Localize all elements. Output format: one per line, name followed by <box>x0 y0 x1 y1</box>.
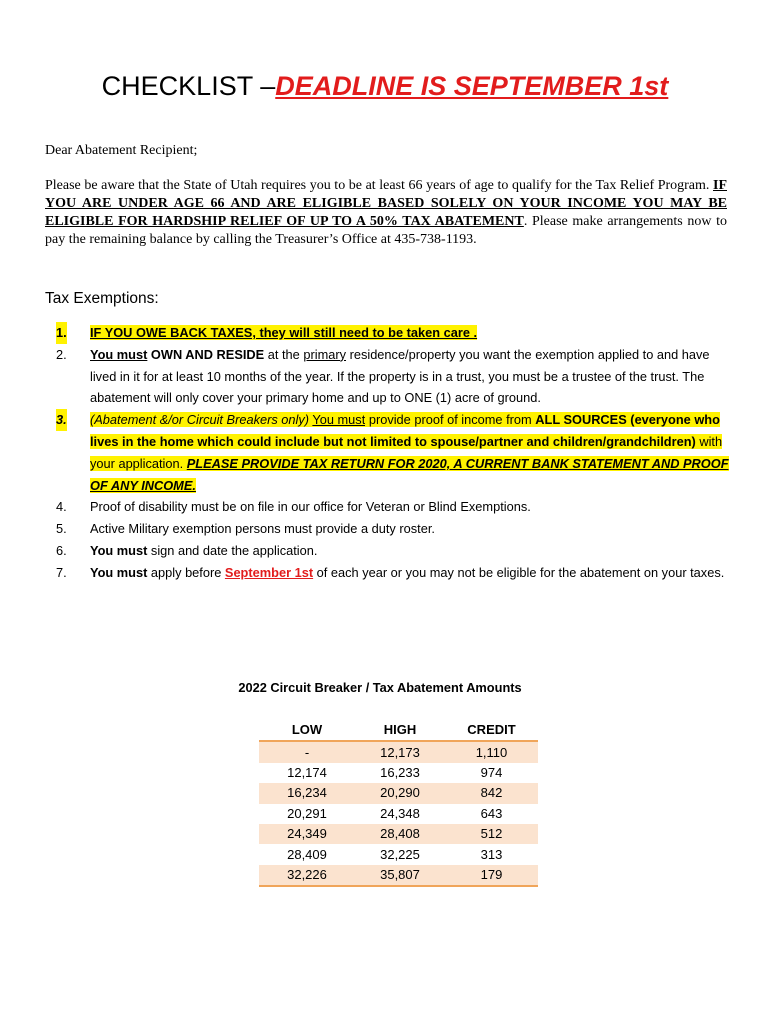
intro-text-2: . Please make arrangements now to pay the remaining balance by calling the Treasurer’s Office at 435-738-1193. <box>45 214 728 247</box>
cell-high: 24,348 <box>380 805 420 821</box>
greeting: Dear Abatement Recipient; <box>45 143 198 158</box>
table-title: 2022 Circuit Breaker / Tax Abatement Amounts <box>238 680 522 695</box>
cell-high: 20,290 <box>380 785 420 801</box>
item-text-bold: You must <box>90 542 148 558</box>
cell-credit: 1,110 <box>475 744 508 760</box>
item-text: provide proof of income from <box>365 412 536 428</box>
section-title: Tax Exemptions: <box>45 290 159 307</box>
intro-text-1: Please be aware that the State of Utah requires you to be at least 66 years of age to qualify for the Tax Relief Program. <box>45 178 713 193</box>
table-row <box>259 783 538 803</box>
item-number: 6. <box>56 542 67 558</box>
list-item <box>45 496 735 518</box>
list-item <box>45 518 735 540</box>
intro-bold-notice: IF YOU ARE UNDER AGE 66 AND ARE ELIGIBLE BASED SOLELY ON YOUR INCOME YOU MAY BE ELIGIBLE FOR HARDSHIP RELIEF OF UP TO A 50% TAX ABATEMENT <box>45 178 727 229</box>
page-title <box>0 66 770 106</box>
item-text: IF YOU OWE BACK TAXES, they will still need to be taken care . <box>90 325 478 340</box>
item-text-bold: You must <box>90 564 148 580</box>
deadline-notice: DEADLINE IS SEPTEMBER 1st <box>275 71 669 101</box>
cell-low: 32,226 <box>287 866 327 882</box>
item-text: Proof of disability must be on file in our office for Veteran or Blind Exemptions. <box>90 499 531 515</box>
item-text: residence/property you want the exemption applied to and have lived in it for at least 10 months of the year. If the property is in a trust, you must be a trustee of the trust. The abatement will only cover your primary home and up to ONE (1) acre of ground. <box>90 346 710 406</box>
column-header-low: LOW <box>291 722 323 738</box>
cell-credit: 179 <box>480 866 503 882</box>
item-number: 2. <box>56 346 67 362</box>
item-text-underlined: primary <box>303 346 347 362</box>
cell-high: 12,173 <box>380 744 420 760</box>
cell-credit: 974 <box>480 764 503 780</box>
item-text-emphasis: You must <box>90 346 148 362</box>
item-text-bold: OWN AND RESIDE <box>150 346 265 362</box>
item-text-italic: (Abatement &/or Circuit Breakers only) <box>90 412 310 428</box>
cell-low: 16,234 <box>287 785 327 801</box>
cell-low: 20,291 <box>287 805 327 821</box>
cell-low: 28,409 <box>287 846 327 862</box>
item-text-emphasis: PLEASE PROVIDE TAX RETURN FOR 2020, A CURRENT BANK STATEMENT AND PROOF OF ANY INCOME. <box>90 455 729 493</box>
item-text: apply before <box>147 564 225 580</box>
table-row <box>259 865 538 886</box>
item-number: 7. <box>56 564 67 580</box>
cell-credit: 313 <box>480 846 503 862</box>
item-text: of each year or you may not be eligible for the abatement on your taxes. <box>313 564 725 580</box>
title-prefix: CHECKLIST – <box>101 71 276 101</box>
item-text: Active Military exemption persons must provide a duty roster. <box>90 521 435 537</box>
abatement-table <box>259 720 538 887</box>
item-number: 5. <box>56 521 67 537</box>
cell-credit: 842 <box>480 785 503 801</box>
table-header-row <box>259 720 538 741</box>
item-text-underlined: You must <box>312 412 366 428</box>
cell-high: 28,408 <box>380 826 420 842</box>
list-item <box>45 322 735 344</box>
column-header-high: HIGH <box>383 722 417 738</box>
item-number: 3. <box>56 409 67 431</box>
list-item <box>45 344 735 409</box>
item-text-bold: ALL SOURCES (everyone who lives in the home which could include but not limited to spouse/partner and children/grandchildren) <box>90 412 720 449</box>
item-text: sign and date the application. <box>147 542 318 558</box>
table-row <box>259 741 538 762</box>
checklist <box>45 322 735 584</box>
cell-high: 32,225 <box>380 846 420 862</box>
cell-high: 16,233 <box>380 764 420 780</box>
item-number: 1. <box>56 322 67 344</box>
list-item <box>45 540 735 562</box>
list-item <box>45 409 735 496</box>
intro-paragraph <box>45 177 727 249</box>
cell-low: 12,174 <box>287 764 327 780</box>
cell-high: 35,807 <box>380 866 420 882</box>
cell-credit: 643 <box>480 805 503 821</box>
cell-credit: 512 <box>480 826 503 842</box>
column-header-credit: CREDIT <box>467 722 516 738</box>
table-row <box>259 804 538 824</box>
item-text: at the <box>264 346 304 362</box>
table-row <box>259 844 538 864</box>
table-row <box>259 824 538 844</box>
cell-low: 24,349 <box>287 826 327 842</box>
list-item <box>45 562 735 584</box>
item-text: with your application. <box>90 433 723 471</box>
item-number: 4. <box>56 499 67 515</box>
cell-low: - <box>304 744 310 760</box>
table-row <box>259 763 538 783</box>
deadline-date: September 1st <box>224 564 314 580</box>
